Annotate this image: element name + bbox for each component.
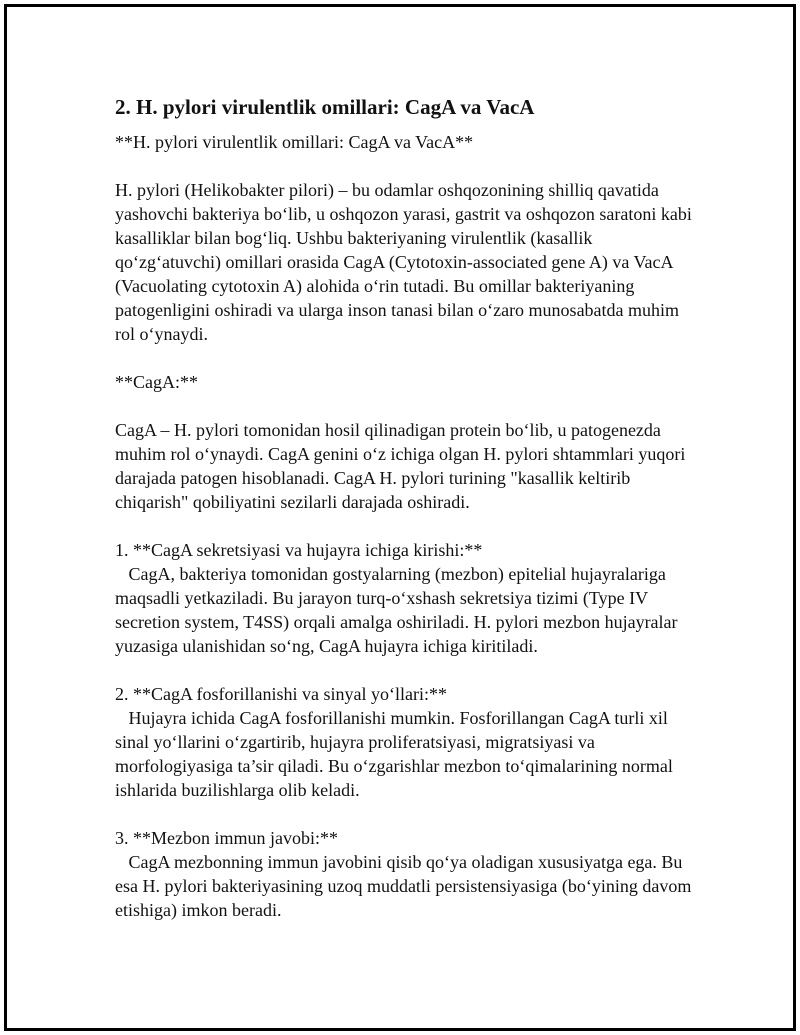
list-item-body: CagA mezbonning immun javobini qisib qo‘ya oladigan xususiyatga ega. Bu esa H. pylori bakteriyasining uzoq muddatli persistensiyasiga (bo‘yining davom etishiga) imkon beradi. bbox=[115, 852, 696, 920]
spacer bbox=[115, 346, 695, 370]
spacer bbox=[115, 658, 695, 682]
caga-intro-paragraph: CagA – H. pylori tomonidan hosil qilinadigan protein bo‘lib, u patogenezda muhim rol o‘ynaydi. CagA genini o‘z ichiga olgan H. pylori shtammlari yuqori darajada patogen hisoblanadi. CagA H. pylori turining "kasallik keltirib chiqarish" qobiliyatini sezilarli darajada oshiradi. bbox=[115, 420, 690, 512]
spacer bbox=[115, 802, 695, 826]
caga-heading: **CagA:** bbox=[115, 372, 198, 392]
list-item-body: CagA, bakteriya tomonidan gostyalarning (mezbon) epitelial hujayralariga maqsadli yetkaziladi. Bu jarayon turq-o‘xshash sekretsiya tizimi (Type IV secretion system, T4SS) orqali amalga oshiriladi. H. pylori mezbon hujayralar yuzasiga ulanishidan so‘ng, CagA hujayra ichiga kiritiladi. bbox=[115, 564, 683, 656]
document-body bbox=[115, 94, 695, 922]
list-item-body: Hujayra ichida CagA fosforillanishi mumkin. Fosforillangan CagA turli xil sinal yo‘llarini o‘zgartirib, hujayra proliferatsiyasi, migratsiyasi va morfologiyasiga ta’sir qiladi. Bu o‘zgarishlar mezbon to‘qimalarining normal ishlarida buzilishlarga olib keladi. bbox=[115, 708, 678, 800]
list-item-title: 2. **CagA fosforillanishi va sinyal yo‘llari:** bbox=[115, 684, 447, 704]
list-item-title: 3. **Mezbon immun javobi:** bbox=[115, 828, 338, 848]
list-item-title: 1. **CagA sekretsiyasi va hujayra ichiga kirishi:** bbox=[115, 540, 483, 560]
section-heading: 2. H. pylori virulentlik omillari: CagA va VacA bbox=[115, 95, 535, 119]
intro-paragraph: H. pylori (Helikobakter pilori) – bu odamlar oshqozonining shilliq qavatida yashovchi bakteriya bo‘lib, u oshqozon yarasi, gastrit va oshqozon saratoni kabi kasalliklar bilan bog‘liq. Ushbu bakteriyaning virulentlik (kasallik qo‘zg‘atuvchi) omillari orasida CagA (Cytotoxin-associated gene A) va VacA (Vacuolating cytotoxin A) alohida o‘rin tutadi. Bu omillar bakteriyaning patogenligini oshiradi va ularga inson tanasi bilan o‘zaro munosabatda muhim rol o‘ynaydi. bbox=[115, 180, 697, 344]
spacer bbox=[115, 514, 695, 538]
spacer bbox=[115, 394, 695, 418]
subtitle-text: **H. pylori virulentlik omillari: CagA va VacA** bbox=[115, 132, 474, 152]
spacer bbox=[115, 154, 695, 178]
